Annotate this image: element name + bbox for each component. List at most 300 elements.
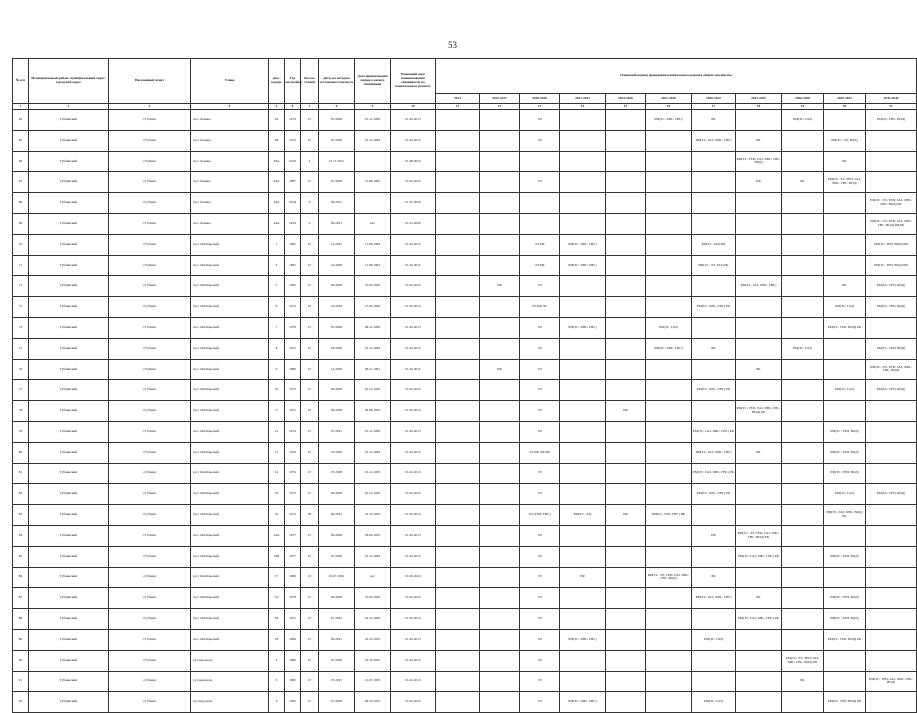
period-cell: ЭЭ [520, 421, 560, 442]
period-cell [436, 692, 480, 713]
period-cell: ЭЭ [520, 110, 560, 131]
cost-date-cell: 06.2021 [319, 213, 355, 234]
period-cell: РК [782, 671, 824, 692]
year-cell: 1974 [285, 297, 301, 318]
cost-date-cell: 06.2028 [319, 484, 355, 505]
period-cell: РМ(ТС, ЭЭ, ТЕП, ГАЗ, ХВС, ГВС, ВОД) [646, 567, 692, 588]
period-cell [782, 151, 824, 172]
table-row [13, 380, 917, 401]
street-cell: пр-т Ленина [191, 130, 269, 151]
period-cell [436, 588, 480, 609]
period-cell [736, 110, 782, 131]
house-cell: 7 [269, 317, 285, 338]
table-row [13, 671, 917, 692]
period-cell: ЭЭ [520, 463, 560, 484]
house-cell: 16Б [269, 546, 285, 567]
plan-date-cell: 01.02.2015 [391, 442, 436, 463]
year-cell: 1979 [285, 317, 301, 338]
period-cell [560, 588, 606, 609]
floors-cell: 47 [301, 234, 319, 255]
year-cell: 1977 [285, 525, 301, 546]
plan-date-cell: 01.02.2015 [391, 234, 436, 255]
floors-cell: 47 [301, 359, 319, 380]
district-cell: Губкинский [29, 567, 109, 588]
cost-date-cell: 09.2015 [319, 505, 355, 526]
period-cell [866, 629, 917, 650]
header-period: 2027-2029 [646, 94, 692, 104]
settlement-cell: г.Губкин [109, 692, 191, 713]
privatization-date-cell: 18.09.1991 [355, 525, 391, 546]
period-cell [866, 692, 917, 713]
street-cell: пр-т Ленина [191, 213, 269, 234]
year-cell: 1982 [285, 692, 301, 713]
header-built: Год постройки [285, 59, 301, 104]
plan-date-cell: 01.02.2015 [391, 546, 436, 567]
district-cell: Губкинский [29, 317, 109, 338]
period-cell: ЭЭ [520, 401, 560, 422]
period-cell: РК [824, 276, 866, 297]
floors-cell: 47 [301, 546, 319, 567]
period-cell: РК [692, 338, 736, 359]
year-cell: 1981 [285, 255, 301, 276]
period-cell [736, 463, 782, 484]
period-cell [782, 442, 824, 463]
period-cell: РМ(ТС, ТЕП, ВОД) РФ [866, 234, 917, 255]
period-cell [736, 629, 782, 650]
period-cell: РМ(ТС, ГАЗ, ХВС, ГВС) РК [736, 546, 782, 567]
floors-cell: 47 [301, 110, 319, 131]
period-cell: РМ(ТС, ГАЗ) [824, 297, 866, 318]
period-cell [646, 130, 692, 151]
plan-date-cell: 01.02.2015 [391, 671, 436, 692]
period-cell [692, 151, 736, 172]
column-number: 8 [319, 104, 355, 110]
year-cell: 1973 [285, 401, 301, 422]
street-cell: пр-т Октябрьский [191, 421, 269, 442]
street-cell: пр-т Октябрьский [191, 442, 269, 463]
column-number: 11 [436, 104, 480, 110]
house-cell: 7Б [269, 609, 285, 630]
table-row [13, 276, 917, 297]
period-cell [606, 609, 646, 630]
settlement-cell: г.Губкин [109, 110, 191, 131]
period-cell [736, 338, 782, 359]
street-cell: пр-т Октябрьский [191, 629, 269, 650]
floors-cell: 47 [301, 421, 319, 442]
column-number: 7 [301, 104, 319, 110]
period-cell [692, 505, 736, 526]
settlement-cell: г.Губкин [109, 525, 191, 546]
table-row [13, 130, 917, 151]
period-cell: ЭЭ [520, 546, 560, 567]
period-cell [480, 505, 520, 526]
period-cell [480, 463, 520, 484]
row-number: 84 [13, 525, 29, 546]
period-cell [782, 359, 824, 380]
period-cell [606, 213, 646, 234]
period-cell: РК [736, 442, 782, 463]
house-cell: 5 [269, 276, 285, 297]
period-cell [560, 650, 606, 671]
period-cell: РК [692, 567, 736, 588]
privatization-date-cell: 16.10.1991 [355, 629, 391, 650]
column-number: 20 [824, 104, 866, 110]
period-cell [436, 567, 480, 588]
period-cell [436, 151, 480, 172]
period-cell [736, 692, 782, 713]
period-cell [692, 359, 736, 380]
district-cell: Губкинский [29, 213, 109, 234]
year-cell: 1973 [285, 110, 301, 131]
period-cell [646, 255, 692, 276]
district-cell: Губкинский [29, 234, 109, 255]
district-cell: Губкинский [29, 401, 109, 422]
period-cell: РФ [606, 401, 646, 422]
cost-date-cell: 07.2025 [319, 609, 355, 630]
district-cell: Губкинский [29, 380, 109, 401]
period-cell [782, 692, 824, 713]
period-cell [606, 110, 646, 131]
period-cell [480, 213, 520, 234]
year-cell: 1987 [285, 172, 301, 193]
period-cell: РМ(ТС, ГАЗ) [824, 484, 866, 505]
period-cell [436, 401, 480, 422]
row-number: 83 [13, 505, 29, 526]
floors-cell: 47 [301, 671, 319, 692]
period-cell [560, 421, 606, 442]
plan-date-cell: 01.02.2015 [391, 380, 436, 401]
period-cell [646, 380, 692, 401]
year-cell: 1974 [285, 463, 301, 484]
street-cell: пр-т Октябрьский [191, 255, 269, 276]
column-number: 14 [560, 104, 606, 110]
period-cell: РМ(ТС, ЭЭ, ТЕП, ГАЗ, ХВС, ГВС, ВОД) РК [736, 525, 782, 546]
privatization-date-cell: 01.12.1993 [355, 484, 391, 505]
year-cell: 1978 [285, 588, 301, 609]
privatization-date-cell: 01.12.1993 [355, 546, 391, 567]
period-cell [736, 255, 782, 276]
page-number: 53 [448, 40, 457, 50]
period-cell: РМ(ТС, ХВС, ГВС) [646, 110, 692, 131]
period-cell [824, 401, 866, 422]
period-cell [824, 671, 866, 692]
row-number: 88 [13, 609, 29, 630]
district-cell: Губкинский [29, 172, 109, 193]
period-cell [606, 588, 646, 609]
period-cell [480, 297, 520, 318]
house-cell: 16А [269, 525, 285, 546]
period-cell [480, 546, 520, 567]
period-cell: ЭЭ [520, 609, 560, 630]
period-cell [646, 359, 692, 380]
privatization-date-cell: 06.12.1993 [355, 317, 391, 338]
column-number: 5 [269, 104, 285, 110]
period-cell [782, 421, 824, 442]
table-row [13, 359, 917, 380]
privatization-date-cell: 01.12.1993 [355, 130, 391, 151]
floors-cell: 47 [301, 609, 319, 630]
column-number: 17 [692, 104, 736, 110]
plan-date-cell: 01.02.2015 [391, 588, 436, 609]
row-number: 89 [13, 629, 29, 650]
period-cell: РМ(ТС, ГАЗ, ХВС, ГВС) [692, 130, 736, 151]
period-cell [736, 484, 782, 505]
period-cell [520, 193, 560, 214]
street-cell: ул.Свердлова [191, 650, 269, 671]
period-cell [824, 359, 866, 380]
table-row [13, 546, 917, 567]
settlement-cell: г.Губкин [109, 193, 191, 214]
table-row [13, 297, 917, 318]
period-cell [824, 255, 866, 276]
settlement-cell: г.Губкин [109, 213, 191, 234]
privatization-date-cell: 01.12.1993 [355, 380, 391, 401]
period-cell [782, 380, 824, 401]
period-cell [646, 151, 692, 172]
period-cell: РФ [606, 505, 646, 526]
period-cell [646, 609, 692, 630]
house-cell: 6 [269, 297, 285, 318]
house-cell: 7А [269, 588, 285, 609]
district-cell: Губкинский [29, 588, 109, 609]
settlement-cell: г.Губкин [109, 505, 191, 526]
period-cell [606, 276, 646, 297]
street-cell: пр-т Ленина [191, 172, 269, 193]
period-cell: РМ(ТС, ЭЭ, ТЕП, ГАЗ, ХВС, ГВС, ВОД) [824, 172, 866, 193]
floors-cell: 47 [301, 692, 319, 713]
plan-date-cell: 01.02.2015 [391, 692, 436, 713]
period-cell: РК [692, 110, 736, 131]
period-cell: РМ(ТС, ТЕП, ВОД) [866, 338, 917, 359]
period-cell [606, 359, 646, 380]
table-row [13, 255, 917, 276]
floors-cell: 47 [301, 317, 319, 338]
district-cell: Губкинский [29, 546, 109, 567]
row-number: 90 [13, 650, 29, 671]
period-cell [560, 276, 606, 297]
period-cell [646, 297, 692, 318]
period-cell [436, 442, 480, 463]
period-cell: РМ(ТС, ГАЗ, ХВС, ГВС) РК [692, 463, 736, 484]
column-number: 13 [520, 104, 560, 110]
street-cell: ул.Свердлова [191, 692, 269, 713]
header-period: 2018-2020 [520, 94, 560, 104]
period-cell [824, 338, 866, 359]
period-cell [736, 234, 782, 255]
period-cell [736, 317, 782, 338]
period-cell: РФ [480, 359, 520, 380]
cost-date-cell: 07.2028 [319, 463, 355, 484]
period-cell: ЭЭ РФ ЛС [520, 297, 560, 318]
period-cell [560, 546, 606, 567]
period-cell [736, 671, 782, 692]
year-cell: 1973 [285, 130, 301, 151]
period-cell [782, 193, 824, 214]
period-cell: РФ [736, 172, 782, 193]
period-cell [606, 671, 646, 692]
cost-date-cell: 06.2028 [319, 401, 355, 422]
plan-date-cell: 01.07.2026 [391, 193, 436, 214]
year-cell: 2019 [285, 213, 301, 234]
period-cell: ЭЭ РФ ЭФ РФ [520, 442, 560, 463]
header-house: Дом / корпус [269, 59, 285, 104]
year-cell: 1984 [285, 629, 301, 650]
plan-date-cell: 01.02.2015 [391, 401, 436, 422]
house-cell: 11 [269, 401, 285, 422]
period-cell [866, 317, 917, 338]
house-cell: 4 [269, 650, 285, 671]
privatization-date-cell [355, 193, 391, 214]
period-cell [560, 401, 606, 422]
period-cell: РМ(ТС, ЭЭ, ТЕП, ГАЗ, ХВС, ГВС, ВОД) [866, 359, 917, 380]
row-number: 72 [13, 276, 29, 297]
period-cell [606, 567, 646, 588]
table-row [13, 151, 917, 172]
period-cell [436, 297, 480, 318]
floors-cell: 45 [301, 401, 319, 422]
privatization-date-cell: 25.10.1991 [355, 650, 391, 671]
settlement-cell: г.Губкин [109, 421, 191, 442]
period-cell: РМ(ТС, ГАЗ) [782, 338, 824, 359]
cost-date-cell: 12.2018 [319, 359, 355, 380]
period-cell: РМ(ТС, ХВС, ГВС) РК [692, 484, 736, 505]
period-cell: РК [824, 151, 866, 172]
cost-date-cell: 07.2025 [319, 421, 355, 442]
period-cell [782, 317, 824, 338]
settlement-cell: г.Губкин [109, 297, 191, 318]
cost-date-cell: 06.2028 [319, 588, 355, 609]
period-cell [824, 234, 866, 255]
period-cell [480, 525, 520, 546]
period-cell: РМ(ТС, ЭЭ, ТЕП, ГАЗ, ХВС, ГВС, ВОД) РК [782, 650, 824, 671]
street-cell: пр-т Октябрьский [191, 567, 269, 588]
plan-date-cell: 01.02.2015 [391, 110, 436, 131]
period-cell [560, 213, 606, 234]
period-cell [480, 193, 520, 214]
header-period: 2033-2035 [736, 94, 782, 104]
period-cell [824, 193, 866, 214]
privatization-date-cell: нет [355, 567, 391, 588]
floors-cell: 47 [301, 588, 319, 609]
privatization-date-cell: 01.12.1993 [355, 421, 391, 442]
period-cell [606, 546, 646, 567]
period-cell [782, 484, 824, 505]
period-cell [480, 609, 520, 630]
period-cell [606, 692, 646, 713]
period-cell [560, 484, 606, 505]
district-cell: Губкинский [29, 421, 109, 442]
cost-date-cell: 07.2028 [319, 650, 355, 671]
year-cell: 1985 [285, 234, 301, 255]
period-cell [646, 213, 692, 234]
privatization-date-cell: 11.08.1993 [355, 255, 391, 276]
period-cell [866, 546, 917, 567]
period-cell [646, 650, 692, 671]
period-cell [866, 588, 917, 609]
house-cell: 8 [269, 692, 285, 713]
period-cell [436, 546, 480, 567]
floors-cell: 23 [301, 567, 319, 588]
period-cell [560, 671, 606, 692]
period-cell: ЭЭ РФ [520, 255, 560, 276]
period-cell: РК [736, 359, 782, 380]
header-period: 2036-2038 [782, 94, 824, 104]
period-cell [866, 567, 917, 588]
plan-date-cell: 01.02.2015 [391, 172, 436, 193]
period-cell [692, 317, 736, 338]
period-cell: РМ(ТС, ХВС, ГВС) [560, 692, 606, 713]
period-cell [560, 130, 606, 151]
district-cell: Губкинский [29, 463, 109, 484]
plan-date-cell: 01.09.2020 [391, 567, 436, 588]
period-cell: РМ(ТС, ЭЭ, ТЕП, ГАЗ, ХВС, ГВС, ВОД) РК [866, 193, 917, 214]
district-cell: Губкинский [29, 151, 109, 172]
house-cell: 64А [269, 213, 285, 234]
street-cell: пр-т Октябрьский [191, 588, 269, 609]
district-cell: Губкинский [29, 255, 109, 276]
period-cell [480, 401, 520, 422]
floors-cell: 47 [301, 525, 319, 546]
period-cell [480, 671, 520, 692]
year-cell: 1982 [285, 276, 301, 297]
period-cell [646, 671, 692, 692]
floors-cell: 47 [301, 650, 319, 671]
period-cell: РМ(ТС, ГАЗ) РК [692, 234, 736, 255]
street-cell: пр-т Октябрьский [191, 463, 269, 484]
row-number: 67 [13, 172, 29, 193]
street-cell: пр-т Ленина [191, 151, 269, 172]
period-cell: РМ(ТС, ХВС, ГВС) РК [692, 380, 736, 401]
privatization-date-cell: 01.12.1993 [355, 110, 391, 131]
period-cell [866, 401, 917, 422]
district-cell: Губкинский [29, 338, 109, 359]
period-cell [646, 401, 692, 422]
settlement-cell: г.Губкин [109, 671, 191, 692]
street-cell: пр-т Октябрьский [191, 276, 269, 297]
period-cell [436, 380, 480, 401]
period-cell [606, 234, 646, 255]
period-cell: РФ [692, 525, 736, 546]
settlement-cell: г.Губкин [109, 484, 191, 505]
street-cell: пр-т Октябрьский [191, 546, 269, 567]
column-number: 1 [13, 104, 29, 110]
period-cell [646, 525, 692, 546]
floors-cell: 4 [301, 151, 319, 172]
period-cell [436, 234, 480, 255]
period-cell: РМ(ТС, ХВС, ГВС) РК [692, 297, 736, 318]
period-cell [824, 213, 866, 234]
period-cell: ЭЭ [520, 338, 560, 359]
table-row [13, 213, 917, 234]
period-cell [606, 255, 646, 276]
district-cell: Губкинский [29, 629, 109, 650]
settlement-cell: г.Губкин [109, 650, 191, 671]
column-number: 12 [480, 104, 520, 110]
period-cell [436, 650, 480, 671]
period-cell [436, 609, 480, 630]
period-cell [782, 276, 824, 297]
street-cell: пр-т Октябрьский [191, 609, 269, 630]
period-cell [646, 588, 692, 609]
period-cell [480, 151, 520, 172]
cost-date-cell: 06.2028 [319, 338, 355, 359]
year-cell: 1973 [285, 380, 301, 401]
period-cell: РМ(ТС, ТЕП, ГАЗ, ХВС, ГВС, ВОД) [866, 671, 917, 692]
period-cell: РМ(ТС, ТЕП, ВОД) [866, 484, 917, 505]
header-floors: Кол-во этажей [301, 59, 319, 104]
period-cell [560, 151, 606, 172]
house-cell: 12 [269, 421, 285, 442]
